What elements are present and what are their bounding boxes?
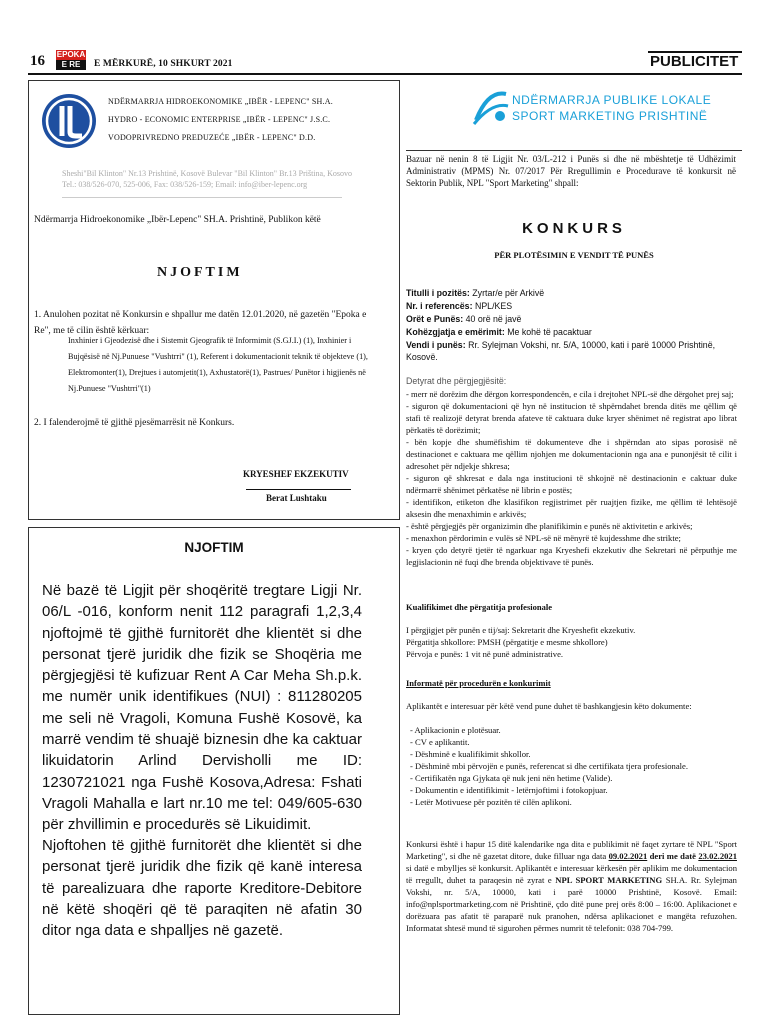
section-title: PUBLICITET (650, 53, 739, 70)
konkurs-subtitle: PËR PLOTËSIMIN E VENDIT TË PUNËS (494, 250, 654, 260)
field-hours: Orët e Punës: 40 orë në javë (406, 314, 522, 324)
open-date: 09.02.2021 (608, 851, 648, 861)
duty-item: - merr në dorëzim dhe dërgon korrespondencën, e cila i drejtohet NPL-së dhe dërgohet prej saj; (406, 389, 734, 399)
signatory-title: KRYESHEF EKZEKUTIV (243, 469, 349, 479)
duties-title: Detyrat dhe përgjegjësitë: (406, 376, 507, 386)
logo-bottom: E RE (56, 60, 86, 70)
liquidation-paragraph-1: Në bazë të Ligjit për shoqëritë tregtare Ligji Nr. 06/L -016, konform nenit 112 paragrafi 1,2,3,4 njoftojmë të gjithë furnitorët dhe klientët si dhe personat tjerë juridik dhe fizik se Shoqëria me përgjegjësi të kufizuar Rent A Car Meha Sh.p.k. me numër unik identifikues (NUI) : 811280205 me seli në Vragoli, Komuna Fushë Kosovë, ka marrë vendim të shuajë biznesin dhe ka caktuar likuidatorin Arlind Dervisholli me ID: 1230721021 nga Fushë Kosova,Adresa: Fshati Vragoli Mahalla e lart nr.10 me tel: 049/605-630 për zhvillimin e procedurës së Likuidimit. (42, 582, 362, 834)
duty-item: - është përgjegjës për organizimin dhe planifikimin e punës në aktivitetin e arkivës; (406, 521, 693, 531)
qualification-item: I përgjigjet për punën e tij/saj: Sekretarit dhe Kryeshefit ekzekutiv. (406, 625, 636, 635)
qualifications-list (406, 624, 737, 660)
close-date: 23.02.2021 (698, 851, 737, 861)
address-line: Sheshi"Bil Klinton" Nr.13 Prishtinë, Kosovë Bulevar "Bil Klinton" Br.13 Priština, Kosovo (62, 169, 352, 178)
duty-item: - kryen çdo detyrë tjetër të ngarkuar nga Kryeshefi ekzekutiv dhe Sekretari në përputhje me legjislacionin në fuqi dhe brenda objektivave të punës. (406, 545, 737, 567)
document-item: - Letër Motivuese për pozitën të cilën aplikoni. (410, 797, 572, 807)
qualification-item: Përvoja e punës: 1 vit në punë administrative. (406, 649, 564, 659)
right-top-rule (406, 150, 742, 151)
newspaper-logo (56, 50, 86, 70)
document-item: - Aplikacionin e plotësuar. (410, 725, 501, 735)
qualifications-title: Kualifikimet dhe përgatitja profesionale (406, 602, 552, 612)
org-name-line-1: NDËRMARRJA PUBLIKE LOKALE (512, 93, 712, 107)
procedure-title: Informatë për procedurën e konkurimit (406, 678, 551, 688)
document-item: - Dëshminë mbi përvojën e punës, referencat si dhe certifikata tjera profesionale. (410, 761, 688, 771)
field-duration: Kohëzgjatja e emërimit: Me kohë të pacaktuar (406, 327, 592, 337)
contact-line (62, 179, 382, 190)
signatory-name: Berat Lushtaku (266, 493, 327, 503)
duties-list (406, 388, 737, 568)
contact-text: Tel.: 038/526-070, 525-006, Fax: 038/526-159; Email: (62, 180, 237, 189)
konkurs-title: KONKURS (522, 220, 626, 237)
sport-marketing-logo-icon (470, 86, 510, 130)
legal-basis: Bazuar në nenin 8 të Ligjit Nr. 03/L-212 i Punës si dhe në mbështetje të Udhëzimit Administrativ (MPMS) Nr. 07/2017 Për Rregullimin e Procedurave të konkursit në Sektorin Publik, NPL "Sport Marketing" shpall: (406, 154, 736, 188)
notice-title: NJOFTIM (157, 265, 243, 280)
company-name-sq: NDËRMARRJA HIDROEKONOMIKE „IBËR - LEPENC" SH.A. (108, 97, 333, 106)
company-name-sr: VODOPRIVREDNO PREDUZEĆE „IBËR - LEPENC" D.D. (108, 133, 316, 142)
company-name-en: HYDRO - ECONOMIC ENTERPRISE „IBËR - LEPENC" J.S.C. (108, 115, 331, 124)
duty-item: - siguron që dokumentacioni që hyn në institucion të shpërndahet brenda ditës me qëllim që stafi të realizojë detyrat brenda afateve të caktuara duke kryer shënimet në registrat apo librat përkatës të dorëzimit; (406, 401, 737, 435)
field-reference: Nr. i referencës: NPL/KES (406, 301, 513, 311)
duty-item: - identifikon, etiketon dhe klasifikon regjistrimet për ruajtjen fizike, me qëllim të lehtësojë aksesin dhe menaxhimin e arkivës; (406, 497, 737, 519)
notice-item-1-positions: Inxhinier i Gjeodezisë dhe i Sistemit Gjeografik të Informimit (S.GJ.I.) (1), Inxhinier i Bujqësisë në Nj.Punuese "Vushtrri" (1), Referent i dokumentacionit teknik të objekteve (1), Elektromonter(1), Drejtues i automjetit(1), Axhustatorë(1), Pastrues/ Punëtor i higjienës në Nj.Punuese "Vushtrri"(1) (68, 336, 368, 393)
org-bold-name: NPL SPORT MARKETING (555, 875, 663, 885)
email-link[interactable]: info@iber-lepenc.org (238, 180, 308, 189)
iber-lepenc-logo-icon (40, 92, 98, 150)
field-location: Vendi i punës: Rr. Sylejman Vokshi, nr. 5/A, 10000, kati i parë 10000 Prishtinë, Kosovë. (406, 340, 716, 362)
liquidation-paragraph-2: Njoftohen të gjithë furnitorët dhe klientët si dhe personat tjerë juridik dhe fizik që kanë interesa të parealizuara dhe raporte Kreditore-Debitore në këtë shoqëri që të paraqiten në afatin 30 ditor nga data e shpalljes në gazetë. (42, 837, 362, 940)
signature-line (246, 489, 351, 490)
header-rule (28, 73, 742, 75)
closing-paragraph: Konkursi është i hapur 15 ditë kalendarike nga dita e publikimit në faqet zyrtare të NPL "Sport Marketing", si dhe në gazetat ditore, duke filluar nga data 09.02.2021 deri me datë 23.02.2021 si datë e mbylljes së konkursit. Aplikantët e interesuar kërkesën për aplikim me dokumentacion të rregullt, duhet ta paraqesin në zyrat e NPL SPORT MARKETING SH.A. Rr. Sylejman Vokshi, nr. 5/A, 10000, kati i parë 10000 Prishtinë, Kosovë. Email: info@nplsportmarketing.com në Prishtinë, çdo ditë pune prej orës 8:00 – 16:00. Aplikacionet e dorëzuara pas afatit të paraparë nuk pranohen, ndërsa aplikacionet e mangëta refuzohen. Informatat shtesë mund të sigurohen përmes numrit të telefonit: 038 704-799. (406, 839, 737, 933)
liquidation-title: NJOFTIM (184, 540, 244, 555)
notice-item-1: 1. Anulohen pozitat në Konkursin e shpallur me datën 12.01.2020, në gazetën "Epoka e Re", me të cilin është kërkuar: (34, 310, 367, 336)
document-item: - CV e aplikantit. (410, 737, 470, 747)
page-number: 16 (30, 53, 45, 69)
notice-item-2: 2. I falenderojmë të gjithë pjesëmarrësit në Konkurs. (34, 418, 235, 428)
duty-item: - menaxhon përdorimin e vulës së NPL-së në mënyrë të kujdesshme dhe strikte; (406, 533, 681, 543)
issue-date: E MËRKURË, 10 SHKURT 2021 (94, 59, 233, 69)
org-name-line-2: SPORT MARKETING PRISHTINË (512, 109, 708, 123)
duty-item: - bën kopje dhe shumëfishim të dokumenteve dhe i shpërndan ato sipas porosisë në destinacionet e caktuara me qëllim njohjen me dokumentacionin nga ana e punonjësit të cilit i adresohet për ndjekje shkresa; (406, 437, 737, 471)
document-item: - Certifikatën nga Gjykata që nuk jeni nën hetime (Valide). (410, 773, 613, 783)
document-item: - Dokumentin e identifikimit - letërnjoftimi i fotokopjuar. (410, 785, 608, 795)
notice-intro: Ndërmarrja Hidroekonomike „Ibër-Lepenc" SH.A. Prishtinë, Publikon këtë (34, 215, 321, 225)
field-position-title: Titulli i pozitës: Zyrtar/e për Arkivë (406, 288, 545, 298)
document-item: - Dëshminë e kualifikimit shkollor. (410, 749, 531, 759)
address-rule (62, 197, 342, 198)
logo-top: EPOKA (56, 50, 86, 59)
required-documents-list (406, 724, 737, 808)
procedure-intro: Aplikantët e interesuar për këtë vend pune duhet të bashkangjesin këto dokumente: (406, 701, 692, 711)
duty-item: - siguron që shkresat e dala nga institucioni të shkojnë në destinacionin e caktuar duke ndërmarrë shënimet përkatëse në librin e postës; (406, 473, 737, 495)
qualification-item: Përgatitja shkollore: PMSH (përgatitje e mesme shkollore) (406, 637, 608, 647)
company-address (62, 168, 382, 190)
